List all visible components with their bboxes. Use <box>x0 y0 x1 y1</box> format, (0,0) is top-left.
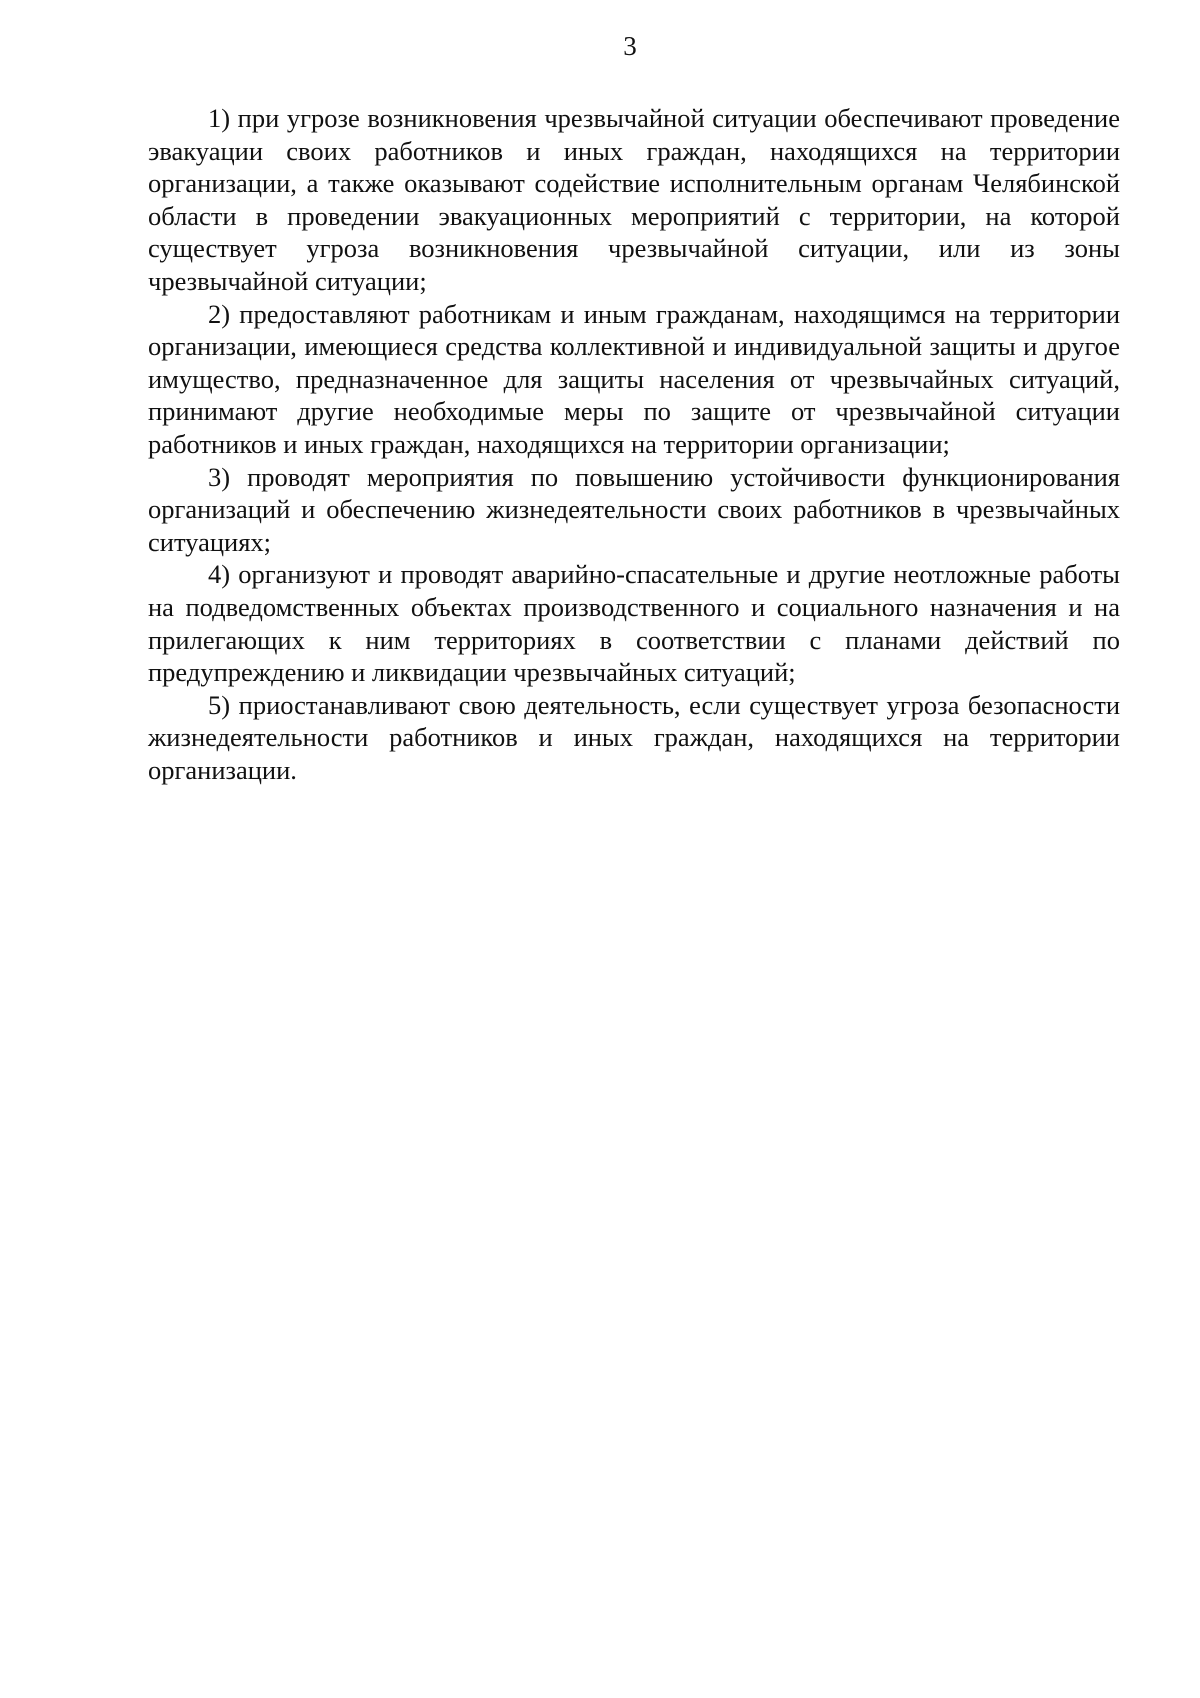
paragraph-item-4: 4) организуют и проводят аварийно-спасательные и другие неотложные работы на подведомственных объектах производственного и социального назначения и на прилегающих к ним территориях в соответствии с планами действий по предупреждению и ликвидации чрезвычайных ситуаций; <box>148 559 1120 688</box>
paragraph-item-1: 1) при угрозе возникновения чрезвычайной ситуации обеспечивают проведение эвакуации своих работников и иных граждан, находящихся на территории организации, а также оказывают содействие исполнительным органам Челябинской области в проведении эвакуационных мероприятий с территории, на которой существует угроза возникновения чрезвычайной ситуации, или из зоны чрезвычайной ситуации; <box>148 103 1120 296</box>
paragraph-item-5: 5) приостанавливают свою деятельность, если существует угроза безопасности жизнедеятельности работников и иных граждан, находящихся на территории организации. <box>148 689 1120 785</box>
paragraph-item-3: 3) проводят мероприятия по повышению устойчивости функционирования организаций и обеспечению жизнедеятельности своих работников в чрезвычайных ситуациях; <box>148 461 1120 557</box>
page-number: 3 <box>623 31 637 61</box>
paragraph-item-2: 2) предоставляют работникам и иным гражданам, находящимся на территории организации, имеющиеся средства коллективной и индивидуальной защиты и другое имущество, предназначенное для защиты населения от чрезвычайных ситуаций, принимают другие необходимые меры по защите от чрезвычайной ситуации работников и иных граждан, находящихся на территории организации; <box>148 298 1120 459</box>
document-body <box>148 102 1120 786</box>
